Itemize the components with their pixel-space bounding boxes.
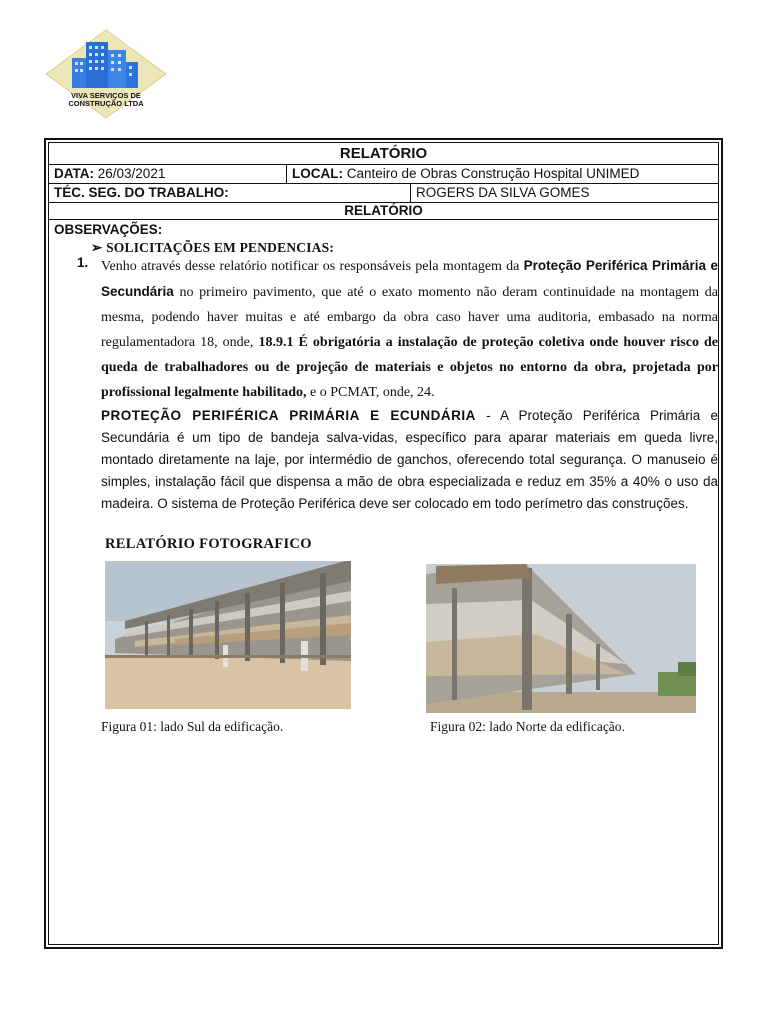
technician-value: ROGERS DA SILVA GOMES <box>410 183 718 202</box>
arrow-bullet-icon: ➢ <box>91 240 103 255</box>
report-inner-border <box>48 142 719 945</box>
date-local-row <box>49 164 718 184</box>
report-title: RELATÓRIO <box>49 143 718 165</box>
local-value: Canteiro de Obras Construção Hospital UNIMED <box>346 166 640 181</box>
report-body <box>101 253 718 515</box>
construction-north-image <box>426 564 696 713</box>
report-frame <box>44 138 723 949</box>
figure-2-photo <box>426 564 696 713</box>
paragraph-2 <box>101 405 718 515</box>
technician-label: TÉC. SEG. DO TRABALHO: <box>54 185 229 200</box>
observations-label: OBSERVAÇÕES: <box>54 222 163 237</box>
local-cell <box>286 164 718 183</box>
p1-text-b: Proteção Periférica Primária e Secundária <box>101 258 718 299</box>
p1-text-c: no primeiro pavimento, que até o exato momento não deram continuidade na montagem da mesma, podendo haver muitas e até embargo da obra caso haver uma auditoria, embasado na norma regulamentadora 18, onde, <box>101 285 718 350</box>
photo-section-title: RELATÓRIO FOTOGRAFICO <box>105 536 312 552</box>
construction-south-image <box>105 561 351 709</box>
p1-text-a: Venho através desse relatório notificar os responsáveis pela montagem da <box>101 259 524 274</box>
date-value: 26/03/2021 <box>97 166 166 181</box>
figure-2-caption: Figura 02: lado Norte da edificação. <box>430 719 625 734</box>
pending-label: SOLICITAÇÕES EM PENDENCIAS: <box>106 240 335 255</box>
date-label: DATA: <box>54 166 94 181</box>
p2-text-a: PROTEÇÃO PERIFÉRICA PRIMÁRIA E ECUNDÁRIA <box>101 408 476 423</box>
p1-text-d: 18.9.1 É obrigatória a instalação de proteção coletiva onde houver risco de queda de trabalhadores ou de projeção de materiais e objetos no entorno da obra, projetada por profissional legalmente habilitado, <box>101 335 719 400</box>
local-label: LOCAL: <box>292 166 343 181</box>
item-number: 1. <box>77 255 89 270</box>
section-title: RELATÓRIO <box>49 202 718 220</box>
technician-row <box>49 183 718 203</box>
company-logo <box>44 28 168 120</box>
figure-1-photo <box>105 561 351 709</box>
date-cell <box>49 164 286 183</box>
figure-1-caption: Figura 01: lado Sul da edificação. <box>101 719 284 734</box>
p2-text-b: - A Proteção Periférica Primária e Secundária é um tipo de bandeja salva-vidas, específico para aparar materiais em queda livre, montado diretamente na laje, por intermédio de ganchos, oferecendo total segurança. O manuseio é simples, instalação fácil que dispensa a mão de obra especializada e reduz em 35% a 40% o uso da madeira. O sistema de Proteção Periférica deve ser colocado em todo perímetro das construções. <box>101 408 718 511</box>
p1-text-e: e o PCMAT, onde, 24. <box>306 385 435 400</box>
logo-text: VIVA SERVIÇOS DE CONSTRUÇÃO LTDA <box>68 91 144 108</box>
paragraph-1 <box>101 253 718 405</box>
